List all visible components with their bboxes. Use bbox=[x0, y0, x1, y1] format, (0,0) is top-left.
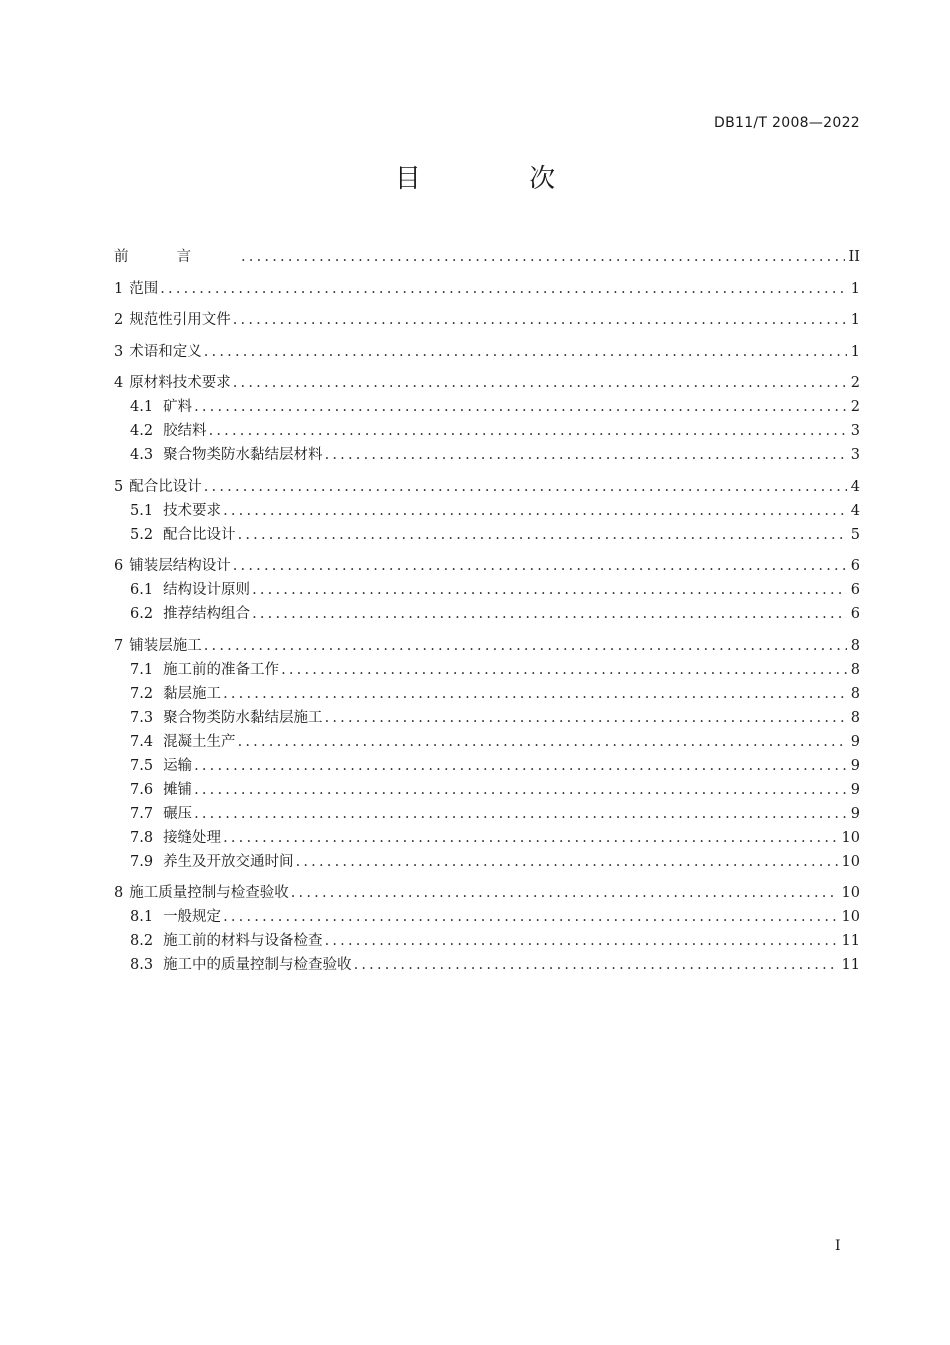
toc-subentry[interactable] bbox=[114, 604, 860, 624]
toc-subentry[interactable] bbox=[114, 501, 860, 521]
toc-entry-number: 5.1 bbox=[130, 502, 154, 519]
toc-entry-page: 11 bbox=[841, 933, 860, 949]
page-title: 目 次 bbox=[394, 164, 606, 194]
toc-entry-page: 9 bbox=[850, 733, 860, 750]
toc-entry-number: 8.3 bbox=[130, 957, 154, 973]
dot-leader bbox=[204, 342, 847, 362]
toc-entry-page: 3 bbox=[850, 423, 860, 439]
toc-entry-label: 原材料技术要求 bbox=[129, 375, 231, 391]
toc-entry-label: 施工中的质量控制与检查验收 bbox=[163, 957, 352, 973]
toc-entry-number: 7.5 bbox=[130, 757, 154, 774]
toc-entry-number: 7.7 bbox=[130, 805, 154, 822]
toc-entry-page: 10 bbox=[841, 853, 860, 870]
dot-leader bbox=[194, 756, 847, 776]
toc-entry-number: 4.1 bbox=[130, 399, 154, 415]
toc-subentry[interactable] bbox=[114, 708, 860, 728]
toc-entry-label: 配合比设计 bbox=[129, 478, 202, 495]
toc-entry-label: 混凝土生产 bbox=[163, 733, 236, 750]
dot-leader bbox=[325, 931, 838, 951]
toc-subentry[interactable] bbox=[114, 525, 860, 545]
dot-leader bbox=[233, 310, 847, 330]
toc-entry-page: 1 bbox=[850, 343, 860, 360]
toc-subentry[interactable] bbox=[114, 852, 860, 872]
toc-entry[interactable] bbox=[114, 342, 860, 362]
toc-entry-label: 黏层施工 bbox=[163, 685, 222, 702]
toc-entry-number: 7 bbox=[114, 637, 124, 654]
toc-entry-number: 7.2 bbox=[130, 685, 154, 702]
toc-entry-page: 8 bbox=[850, 685, 860, 702]
dot-leader bbox=[291, 883, 838, 903]
toc-entry-number: 7.3 bbox=[130, 709, 154, 726]
toc-entry-number: 6 bbox=[114, 558, 124, 574]
toc-entry-number: 8.1 bbox=[130, 909, 154, 925]
toc-entry-label: 前言 bbox=[114, 249, 239, 265]
toc-entry-label: 铺装层施工 bbox=[129, 637, 202, 654]
toc-entry-page: 4 bbox=[850, 502, 860, 519]
toc-entry-page: 9 bbox=[850, 757, 860, 774]
dot-leader bbox=[223, 501, 847, 521]
document-code: DB11/T 2008—2022 bbox=[714, 115, 860, 131]
toc-entry-page: 3 bbox=[850, 447, 860, 463]
toc-entry-page: 1 bbox=[850, 312, 860, 328]
toc-entry-label: 运输 bbox=[163, 757, 193, 774]
toc-entry-label: 配合比设计 bbox=[163, 526, 236, 543]
toc-entry-page: 6 bbox=[850, 582, 860, 598]
dot-leader bbox=[204, 477, 847, 497]
toc-entry-label: 铺装层结构设计 bbox=[129, 558, 231, 574]
toc-entry-label: 聚合物类防水黏结层施工 bbox=[163, 709, 323, 726]
dot-leader bbox=[252, 604, 847, 624]
toc-entry-page: 10 bbox=[841, 885, 860, 901]
toc-entry-label: 技术要求 bbox=[163, 502, 222, 519]
dot-leader bbox=[281, 660, 847, 680]
toc-entry-label: 养生及开放交通时间 bbox=[163, 853, 294, 870]
toc-entry-label: 范围 bbox=[129, 280, 159, 297]
toc-entry[interactable] bbox=[114, 556, 860, 576]
dot-leader bbox=[296, 852, 838, 872]
toc-entry-number: 7.8 bbox=[130, 829, 154, 846]
toc-entry-page: 2 bbox=[850, 399, 860, 415]
toc-entry-label: 胶结料 bbox=[163, 423, 207, 439]
toc-entry-number: 7.4 bbox=[130, 733, 154, 750]
toc-entry-number: 7.6 bbox=[130, 781, 154, 798]
toc-entry-page: 8 bbox=[850, 709, 860, 726]
toc-entry[interactable] bbox=[114, 279, 860, 299]
toc-subentry[interactable] bbox=[114, 907, 860, 927]
table-of-contents bbox=[114, 247, 860, 975]
toc-entry-page: 9 bbox=[850, 805, 860, 822]
dot-leader bbox=[233, 373, 847, 393]
toc-entry-label: 施工质量控制与检查验收 bbox=[129, 885, 289, 901]
toc-entry-label: 摊铺 bbox=[163, 781, 193, 798]
dot-leader bbox=[204, 636, 847, 656]
dot-leader bbox=[354, 955, 838, 975]
toc-subentry[interactable] bbox=[114, 804, 860, 824]
toc-entry-number: 7.9 bbox=[130, 853, 154, 870]
toc-entry-page: 1 bbox=[850, 280, 860, 297]
dot-leader bbox=[325, 708, 847, 728]
toc-entry-label: 施工前的准备工作 bbox=[163, 661, 280, 678]
toc-entry-number: 8.2 bbox=[130, 933, 154, 949]
dot-leader bbox=[233, 556, 847, 576]
toc-entry[interactable] bbox=[114, 636, 860, 656]
dot-leader bbox=[238, 525, 847, 545]
toc-entry-label: 一般规定 bbox=[163, 909, 222, 925]
toc-subentry[interactable] bbox=[114, 780, 860, 800]
toc-entry-number: 2 bbox=[114, 312, 124, 328]
toc-entry[interactable] bbox=[114, 477, 860, 497]
toc-subentry[interactable] bbox=[114, 421, 860, 441]
toc-entry-label: 施工前的材料与设备检查 bbox=[163, 933, 323, 949]
page-number: I bbox=[835, 1238, 841, 1254]
toc-entry-label: 规范性引用文件 bbox=[129, 312, 231, 328]
toc-entry-page: 9 bbox=[850, 781, 860, 798]
dot-leader bbox=[238, 732, 847, 752]
toc-entry-page: 8 bbox=[850, 661, 860, 678]
dot-leader bbox=[194, 804, 847, 824]
dot-leader bbox=[194, 780, 847, 800]
toc-entry-number: 4.3 bbox=[130, 447, 154, 463]
toc-entry-number: 5.2 bbox=[130, 526, 154, 543]
toc-entry-preface[interactable] bbox=[114, 247, 860, 267]
toc-entry-page: 6 bbox=[850, 606, 860, 622]
toc-entry-page: 11 bbox=[841, 957, 860, 973]
dot-leader bbox=[194, 397, 847, 417]
toc-entry-label: 推荐结构组合 bbox=[163, 606, 251, 622]
toc-entry-label: 碾压 bbox=[163, 805, 193, 822]
toc-subentry[interactable] bbox=[114, 580, 860, 600]
dot-leader bbox=[223, 907, 837, 927]
toc-subentry[interactable] bbox=[114, 445, 860, 465]
toc-entry-number: 3 bbox=[114, 343, 124, 360]
toc-entry-number: 4 bbox=[114, 375, 124, 391]
toc-entry-page: 10 bbox=[841, 829, 860, 846]
dot-leader bbox=[160, 279, 847, 299]
toc-entry-page: 2 bbox=[850, 375, 860, 391]
toc-entry-page: 10 bbox=[841, 909, 860, 925]
toc-subentry[interactable] bbox=[114, 684, 860, 704]
toc-entry-page: 8 bbox=[850, 637, 860, 654]
toc-entry[interactable] bbox=[114, 373, 860, 393]
dot-leader bbox=[223, 828, 837, 848]
toc-entry-number: 6.2 bbox=[130, 606, 154, 622]
toc-subentry[interactable] bbox=[114, 756, 860, 776]
toc-entry-label: 术语和定义 bbox=[129, 343, 202, 360]
dot-leader bbox=[252, 580, 847, 600]
toc-entry-label: 结构设计原则 bbox=[163, 582, 251, 598]
toc-subentry[interactable] bbox=[114, 660, 860, 680]
toc-entry-number: 6.1 bbox=[130, 582, 154, 598]
toc-entry-number: 1 bbox=[114, 280, 124, 297]
toc-subentry[interactable] bbox=[114, 397, 860, 417]
toc-entry-number: 4.2 bbox=[130, 423, 154, 439]
toc-entry-number: 7.1 bbox=[130, 661, 154, 678]
toc-subentry[interactable] bbox=[114, 931, 860, 951]
dot-leader bbox=[241, 247, 845, 267]
dot-leader bbox=[223, 684, 847, 704]
toc-entry-number: 5 bbox=[114, 478, 124, 495]
toc-subentry[interactable] bbox=[114, 828, 860, 848]
toc-entry-label: 矿料 bbox=[163, 399, 193, 415]
toc-entry-page: 4 bbox=[850, 478, 860, 495]
toc-subentry[interactable] bbox=[114, 732, 860, 752]
toc-entry[interactable] bbox=[114, 883, 860, 903]
dot-leader bbox=[325, 445, 847, 465]
toc-entry-page: 5 bbox=[850, 526, 860, 543]
toc-subentry[interactable] bbox=[114, 955, 860, 975]
toc-entry-label: 接缝处理 bbox=[163, 829, 222, 846]
toc-entry-page: II bbox=[848, 249, 860, 265]
dot-leader bbox=[209, 421, 847, 441]
toc-entry-label: 聚合物类防水黏结层材料 bbox=[163, 447, 323, 463]
toc-entry-page: 6 bbox=[850, 558, 860, 574]
toc-entry[interactable] bbox=[114, 310, 860, 330]
toc-entry-number: 8 bbox=[114, 885, 124, 901]
